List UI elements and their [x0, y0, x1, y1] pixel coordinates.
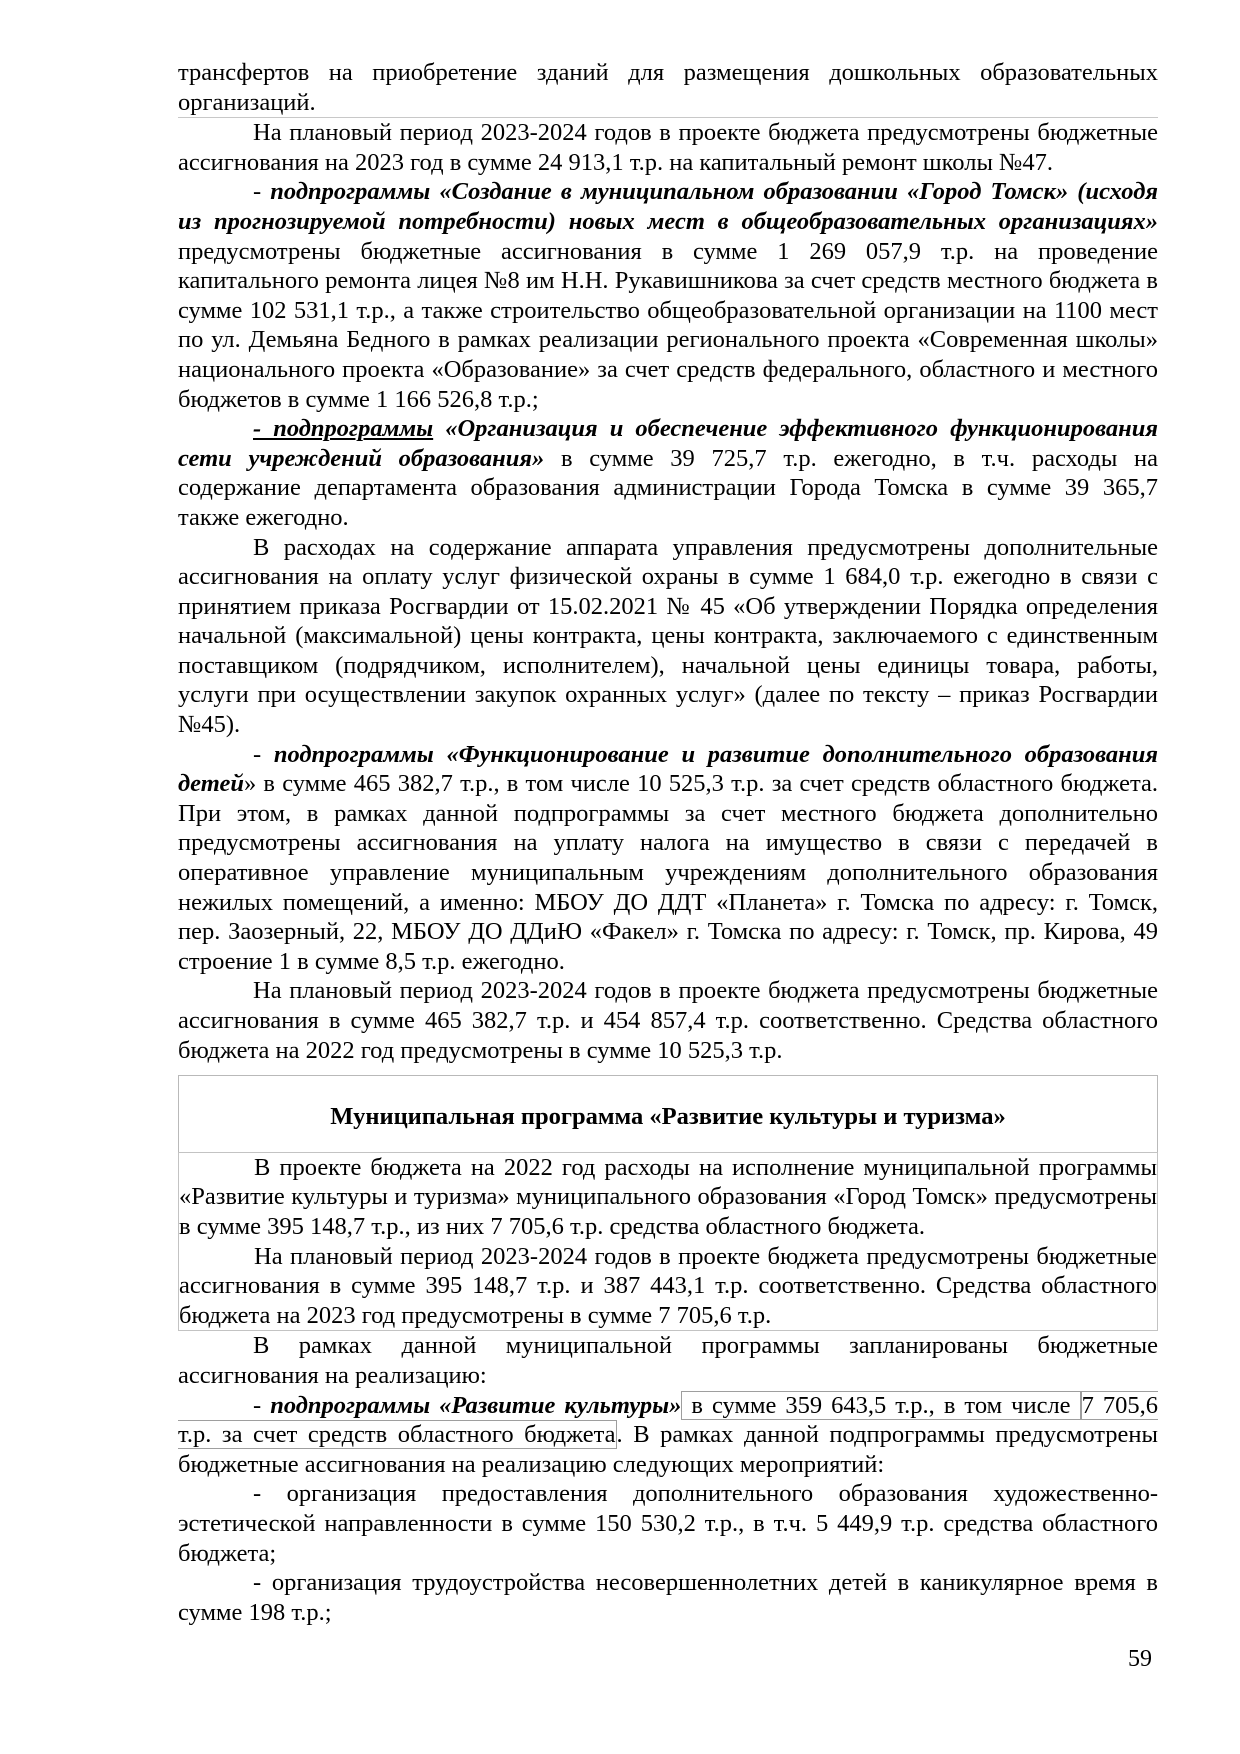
paragraph-youth-employment: - организация трудоустройства несовершеннолетних детей в каникулярное время в сумме 198 т.р.; [178, 1569, 1158, 1626]
paragraph-art-education: - организация предоставления дополнительного образования художественно-эстетической направленности в сумме 150 530,2 т.р., в т.ч. 5 449,9 т.р. средства областного бюджета; [178, 1480, 1158, 1567]
paragraph-text: » в сумме 465 382,7 т.р., в том числе 10 525,3 т.р. за счет средств областного бюджета. При этом, в рамках данной подпрограммы за счет местного бюджета дополнительно предусмотрены ассигнования на уплату налога на имущество в связи с передачей в оперативное управление муниципальным учреждениям дополнительного образования нежилых помещений, а именно: МБОУ ДО ДДТ «Планета» г. Томска по адресу: г. Томск, пер. Заозерный, 22, МБОУ ДО ДДиЮ «Факел» г. Томска по адресу: г. Томск, пр. Кирова, 49 строение 1 в сумме 8,5 т.р. ежегодно. [178, 770, 1158, 975]
paragraph-text: предусмотрены бюджетные ассигнования в сумме 1 269 057,9 т.р. на проведение капитального ремонта лицея №8 им Н.Н. Рукавишникова за счет средств местного бюджета в сумме 102 531,1 т.р., а также строительство общеобразовательной организации на 1100 мест по ул. Демьяна Бедного в рамках реализации регионального проекта «Современная школы» национального проекта «Образование» за счет средств федерального, областного и местного бюджетов в сумме 1 166 526,8 т.р.; [178, 237, 1158, 413]
section-title: Муниципальная программа «Развитие культуры и туризма» [330, 1103, 1006, 1131]
paragraph-planned-period-education: На плановый период 2023-2024 годов в проекте бюджета предусмотрены бюджетные ассигнования в сумме 465 382,7 т.р. и 454 857,4 т.р. соответственно. Средства областного бюджета на 2022 год предусмотрены в сумме 10 525,3 т.р. [178, 977, 1158, 1064]
subprogram-title: «Организация и обеспечение эффективного функционирования сети учреждений образования» [178, 415, 1158, 472]
dash: - [253, 178, 271, 206]
paragraph-planned-period-school: На плановый период 2023-2024 годов в проекте бюджета предусмотрены бюджетные ассигнования на 2023 год в сумме 24 913,1 т.р. на капитальный ремонт школы №47. [178, 119, 1158, 176]
paragraph-security-costs: В расходах на содержание аппарата управления предусмотрены дополнительные ассигнования на оплату услуг физической охраны в сумме 1 684,0 т.р. ежегодно в связи с принятием приказа Росгвардии от 15.02.2021 № 45 «Об утверждении Порядка определения начальной (максимальной) цены контракта, цены контракта, заключаемого с единственным поставщиком (подрядчиком, исполнителем), начальной цены единицы товара, работы, услуги при осуществлении закупок охранных услуг» (далее по тексту – приказ Росгвардии №45). [178, 533, 1158, 739]
paragraph-culture-budget: В проекте бюджета на 2022 год расходы на исполнение муниципальной программы «Развитие культуры и туризма» муниципального образования «Город Томск» предусмотрены в сумме 395 148,7 т.р., из них 7 705,6 т.р. средства областного бюджета. [179, 1153, 1157, 1240]
paragraph-text: . В рамках данной подпрограммы предусмотрены бюджетные ассигнования на реализацию следующих мероприятий: [178, 1421, 1158, 1478]
paragraph-transfers: трансфертов на приобретение зданий для размещения дошкольных образовательных организаций. [178, 58, 1158, 118]
paragraph-subprogram-additional-education [178, 740, 1158, 977]
section-heading-box [178, 1075, 1158, 1152]
paragraph-subprogram-new-places [178, 177, 1158, 414]
paragraph-culture-planned-period: На плановый период 2023-2024 годов в проекте бюджета предусмотрены бюджетные ассигнования в сумме 395 148,7 т.р. и 387 443,1 т.р. соответственно. Средства областного бюджета на 2023 год предусмотрены в сумме 7 705,6 т.р. [179, 1242, 1157, 1329]
dash: - [253, 1391, 271, 1419]
paragraph-culture-allocations: В рамках данной муниципальной программы запланированы бюджетные ассигнования на реализацию: [178, 1332, 1158, 1389]
subprogram-title: подпрограммы «Создание в муниципальном образовании «Город Томск» (исходя из прогнозируемой потребности) новых мест в общеобразовательных организациях» [178, 178, 1158, 235]
paragraph-subprogram-culture [178, 1391, 1158, 1480]
amount-frame: в сумме 359 643,5 т.р., в том числе [682, 1391, 1080, 1419]
paragraph-subprogram-network [178, 414, 1158, 532]
document-body [178, 58, 1158, 1627]
subprogram-title: подпрограммы «Развитие культуры» [270, 1391, 682, 1419]
regional-funds-frame: 7 705,6 т.р. за счет средств областного бюджета [178, 1391, 1158, 1449]
dash: - [253, 740, 274, 768]
paragraph-text: в сумме 39 725,7 т.р. ежегодно, в т.ч. расходы на содержание департамента образования администрации Города Томска в сумме 39 365,7 также ежегодно. [178, 444, 1158, 531]
subprogram-title: подпрограммы «Функционирование и развитие дополнительного образования детей [178, 740, 1158, 798]
subprogram-label: - подпрограммы [253, 415, 434, 443]
page-number: 59 [1128, 1646, 1152, 1672]
culture-budget-box [178, 1152, 1158, 1332]
